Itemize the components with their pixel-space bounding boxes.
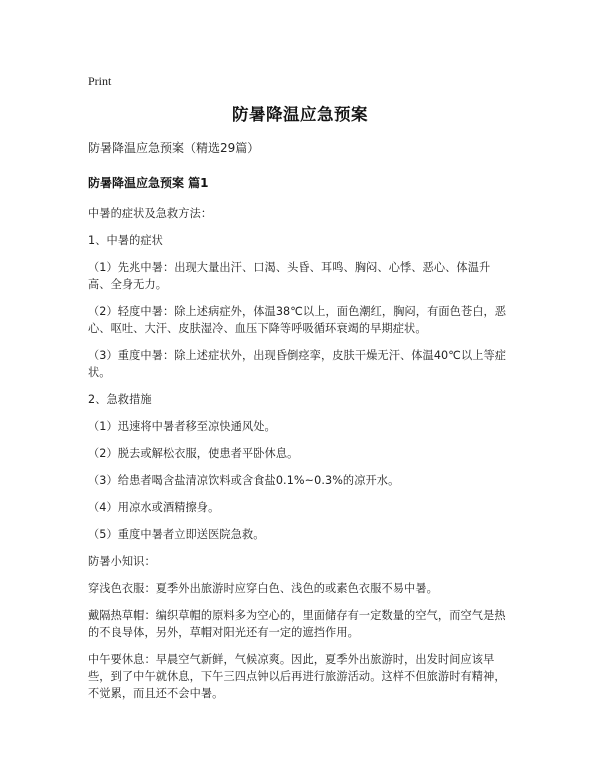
- document-title: 防暑降温应急预案: [232, 105, 368, 124]
- paragraph-intro: 中暑的症状及急救方法：: [88, 207, 213, 220]
- paragraph-first-aid-3: （3）给患者喝含盐清凉饮料或含食盐0.1%~0.3%的凉开水。: [88, 474, 400, 487]
- paragraph-first-aid-1: （1）迅速将中暑者移至凉快通风处。: [88, 420, 276, 433]
- document-subtitle: 防暑降温应急预案（精选29篇）: [88, 141, 260, 155]
- paragraph-first-aid-4: （4）用凉水或酒精擦身。: [88, 501, 220, 514]
- paragraph-tip-rest: 中午要休息：早晨空气新鲜，气候凉爽。因此，夏季外出旅游时，出发时间应该早些，到了中午就休息，下午三四点钟以后再进行旅游活动。这样不但旅游时有精神，不觉累，而且还不会中暑。: [88, 653, 506, 700]
- paragraph-tip-clothing: 穿浅色衣服：夏季外出旅游时应穿白色、浅色的或素色衣服不易中暑。: [88, 582, 438, 595]
- paragraph-first-aid-2: （2）脱去或解松衣服，使患者平卧休息。: [88, 447, 299, 460]
- paragraph-first-aid-5: （5）重度中暑者立即送医院急救。: [88, 528, 265, 541]
- paragraph-symptoms-heading: 1、中暑的症状: [88, 234, 163, 247]
- print-link[interactable]: Print: [88, 74, 112, 88]
- paragraph-symptom-2: （2）轻度中暑：除上述病症外，体温38℃以上，面色潮红，胸闷，有面色苍白，恶心、呕吐、大汗、皮肤湿冷、血压下降等呼吸循环衰竭的早期症状。: [88, 305, 507, 335]
- paragraph-tip-hat: 戴隔热草帽：编织草帽的原料多为空心的，里面储存有一定数量的空气，而空气是热的不良导体，另外，草帽对阳光还有一定的遮挡作用。: [88, 609, 506, 639]
- paragraph-symptom-1: （1）先兆中暑：出现大量出汗、口渴、头昏、耳鸣、胸闷、心悸、恶心、体温升高、全身无力。: [88, 261, 491, 291]
- paragraph-tips-heading: 防暑小知识：: [88, 555, 156, 568]
- paragraph-symptom-3: （3）重度中暑：除上述症状外，出现昏倒痉挛，皮肤干燥无汗、体温40℃以上等症状。: [88, 349, 507, 379]
- section-heading: 防暑降温应急预案 篇1: [88, 176, 209, 190]
- paragraph-first-aid-heading: 2、急救措施: [88, 393, 152, 406]
